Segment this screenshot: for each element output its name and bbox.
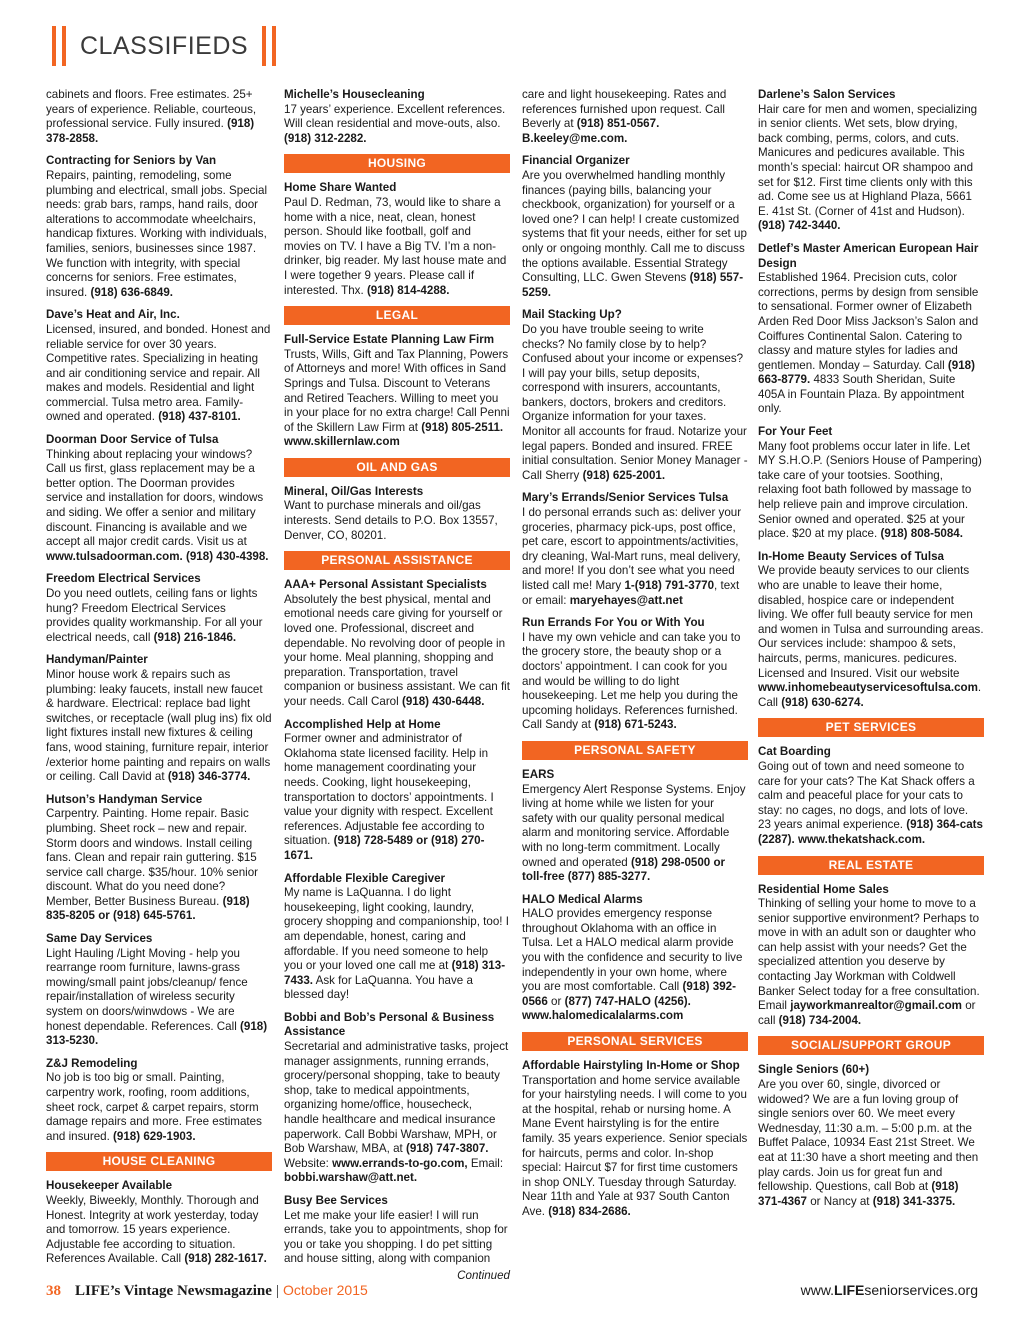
ad-website-link[interactable]: www.inhomebeautyservicesoftulsa.com bbox=[758, 681, 978, 695]
ad-phone: (918) 808-5084. bbox=[880, 527, 963, 541]
section-header-housing: HOUSING bbox=[284, 154, 510, 173]
masthead-right-bars bbox=[262, 26, 276, 66]
ad-text: Many foot problems occur later in life. Let MY S.H.O.P. (Seniors House of Pampering) take care of your tootsies. Soothing, relaxing foot bath followed by massage to help relieve pain and improve circulation. Senior owned and operated. $25 at your place. $20 at my place. bbox=[758, 439, 982, 541]
ad-phone: (918) 834-2686. bbox=[548, 1204, 631, 1218]
ad-residential-home-sales bbox=[758, 883, 984, 1029]
ad-phone: (918) 671-5243. bbox=[594, 718, 677, 732]
section-header-oil-and-gas: OIL AND GAS bbox=[284, 458, 510, 477]
ad-halo-medical-alarms bbox=[522, 893, 748, 1024]
ad-phone: (918) 312-2282. bbox=[284, 131, 367, 145]
ad-phone: 1-(918) 791-3770 bbox=[624, 579, 715, 592]
ad-text: cabinets and floors. Free estimates. 25+ years of experience. Reliable, courteous, professional service. Fully insured. bbox=[46, 88, 257, 131]
ad-text: Want to purchase minerals and oil/gas interests. Send details to P.O. Box 13557, Denver, CO, 80201. bbox=[284, 499, 498, 542]
ad-title: Full-Service Estate Planning Law Firm bbox=[284, 333, 495, 347]
ad-mail-stacking-up bbox=[522, 308, 748, 483]
ad-phone: (918) 346-3774. bbox=[167, 770, 251, 784]
ad-text: Licensed, insured, and bonded. Honest and reliable service for over 30 years. Competitive rates. Specializing in heating and air conditioning service and repair. All makes and models. Residential and light commercial. Tulsa metro area. Family-owned and operated. bbox=[46, 322, 271, 424]
ad-phone: (918) 629-1903. bbox=[113, 1129, 196, 1143]
ad-text: Hair care for men and women, specializing in senior clients. Wet sets, blow drying, back combing, perms, colors, and cuts. Manicures and pedicures available. This month’s special: haircut OR shampoo and set for $12. First time clients only with this ad. Come see us at Highland Plaza, 5661 E. 41st St. (Corner of 41st and Hudson). bbox=[758, 102, 978, 218]
ad-title: Freedom Electrical Services bbox=[46, 572, 201, 586]
ad-title: Michelle’s Housecleaning bbox=[284, 88, 425, 101]
ad-title: Financial Organizer bbox=[522, 154, 630, 168]
ad-handyman-painter bbox=[46, 653, 272, 784]
ad-title: Mineral, Oil/Gas Interests bbox=[284, 484, 424, 498]
footer-separator: | bbox=[275, 1283, 279, 1299]
ad-inhome-beauty bbox=[758, 550, 984, 711]
ad-detlefs-hair-design bbox=[758, 242, 984, 417]
ad-title: Mary’s Errands/Senior Services Tulsa bbox=[522, 491, 729, 505]
ad-title: Z&J Remodeling bbox=[46, 1056, 138, 1070]
ad-text: My name is LaQuanna. I do light housekeeping, light cooking, laundry, grocery shopping and companionship, too! I am dependable, honest, caring and affordable. If you need someone to help you or your loved one call me at bbox=[284, 886, 509, 973]
ad-title: Affordable Flexible Caregiver bbox=[284, 871, 446, 885]
ad-text: Thinking of selling your home to move to a senior supportive environment? Perhaps to move in with an adult son or daughter who can help assist with your needs? Get the specialized attention you deserve by contacting Jay Workman with Coldwell Banker Select today for a free consultation. Email bbox=[758, 897, 980, 1013]
ad-text: Trusts, Wills, Gift and Tax Planning, Powers of Attorneys and more! With offices in Sand Springs and Tulsa. Discount to Veterans and Retired Teachers. Willing to meet you in your place for no extra charge! Call Penni of the Skillern Law Firm at bbox=[284, 347, 510, 434]
ad-phone: (918) 371-4367 bbox=[758, 1180, 959, 1208]
ad-website-link[interactable]: www.halomedicalalarms.com bbox=[522, 1009, 684, 1023]
ad-busy-bee-services bbox=[284, 1194, 510, 1267]
ad-text: Established 1964. Precision cuts, color corrections, perms by design from sensible to sensational. Former owner of Elizabeth Arden Red Door Miss Jackson’s Salon and Coiffures Continental Salon. Catering to classy and mature styles for ladies and gentlemen. Monday – Saturday. Call bbox=[758, 271, 979, 372]
ad-text: Let me make your life easier! I will run errands, take you to appointments, shop for you or take you shopping. I do pet sitting and house sitting, along with companion bbox=[284, 1208, 508, 1266]
ad-title: Housekeeper Available bbox=[46, 1179, 173, 1193]
section-header-house-cleaning: HOUSE CLEANING bbox=[46, 1152, 272, 1171]
section-header-real-estate: REAL ESTATE bbox=[758, 856, 984, 875]
column-1 bbox=[46, 88, 272, 1275]
ad-mineral-oil-gas bbox=[284, 485, 510, 543]
ad-text: We provide beauty services to our clients who are unable to leave their home, disabled, hospice care or independent living. We offer full beauty service for men and women in Tulsa and surrounding areas. Our services include: shampoo & sets, haircuts, perms, manicures. pedicures. Licensed and Insured. Visit our website bbox=[758, 564, 984, 680]
ad-title: Hutson’s Handyman Service bbox=[46, 792, 203, 806]
ad-email-link[interactable]: jayworkmanrealtor@gmail.com bbox=[790, 999, 962, 1013]
ad-bobbi-and-bobs bbox=[284, 1011, 510, 1186]
ad-text: Going out of town and need someone to care for your cats? The Kat Shack offers a calm and peaceful place for your cats to stay: no cages, no dogs, and lots of love. 23 years animal experience. bbox=[758, 759, 975, 832]
ad-text: 17 years’ experience. Excellent references. Will clean residential and move-outs, also. bbox=[284, 102, 506, 131]
ad-phone: (918) 814-4288. bbox=[366, 283, 450, 297]
ad-michelles-housecleaning bbox=[284, 88, 510, 146]
page-footer bbox=[46, 1282, 978, 1304]
ad-text: Weekly, Biweekly, Monthly. Thorough and Honest. Integrity at work yesterday, today and tomorrow. 15 years experience. Adjustable fee according to situation. References Available. Call bbox=[46, 1193, 259, 1266]
ad-housekeeper-available bbox=[46, 1179, 272, 1267]
footer-left bbox=[46, 1282, 368, 1300]
ad-title: AAA+ Personal Assistant Specialists bbox=[284, 578, 487, 592]
ad-cat-boarding bbox=[758, 745, 984, 847]
ad-text: Absolutely the best physical, mental and emotional needs care giving for yourself or loved one. Professional, discreet and dependable. No revolving door of people in your home. Meal planning, shopping and preparation. Transportation, travel companion or business assistant. We can fit your needs. Call Carol bbox=[284, 592, 510, 708]
ad-phone: www.tulsadoorman.com. (918) 430-4398. bbox=[46, 549, 269, 563]
ad-for-your-feet bbox=[758, 425, 984, 542]
ad-phone: (918) 378-2858. bbox=[46, 117, 255, 145]
ad-title: Bobbi and Bob’s Personal & Business Assistance bbox=[284, 1010, 495, 1039]
ad-continued-intro bbox=[46, 88, 272, 146]
ad-marys-errands bbox=[522, 491, 748, 608]
ad-financial-organizer bbox=[522, 154, 748, 300]
ad-text-mid: or Nancy at bbox=[810, 1194, 870, 1208]
ad-phone: (918) 630-6274. bbox=[781, 695, 864, 709]
ad-email-link[interactable]: B.keeley@me.com. bbox=[522, 131, 628, 145]
ad-phone-2: (918) 341-3375. bbox=[872, 1194, 956, 1208]
ad-text-mid: or bbox=[551, 994, 562, 1008]
section-header-personal-services: PERSONAL SERVICES bbox=[522, 1032, 748, 1051]
ad-run-errands bbox=[522, 616, 748, 733]
ad-text-mid: . Call bbox=[758, 681, 982, 709]
ad-title: Run Errands For You or With You bbox=[522, 616, 705, 630]
ad-phone: (918) 734-2004. bbox=[778, 1013, 862, 1027]
ad-phone: (918) 805-2511. bbox=[421, 420, 504, 434]
ad-phone: (918) 742-3440. bbox=[758, 219, 841, 233]
ad-text: Minor house work & repairs such as plumbing: leaky faucets, install new faucet & hardware. Electrical: replace bad light switches, or receptacle (wall plug ins) fix old light fixtures install new fixtures & ceiling fans, wood staining, furniture repair, interior /exterior home painting and repairs on walls or ceiling. Call David at bbox=[46, 667, 272, 784]
publication-name: LIFE’s Vintage Newsmagazine bbox=[75, 1283, 272, 1299]
section-header-personal-safety: PERSONAL SAFETY bbox=[522, 741, 748, 760]
ad-title: Single Seniors (60+) bbox=[758, 1063, 870, 1077]
ad-phone: (918) 298-0500 or toll-free (877) 885-3277. bbox=[522, 855, 726, 884]
ad-phone: (918) 364-cats (2287). bbox=[758, 818, 983, 846]
ad-website-label: Website: bbox=[284, 1156, 329, 1170]
ad-website-link[interactable]: www.skillernlaw.com bbox=[284, 435, 400, 449]
ad-title: Doorman Door Service of Tulsa bbox=[46, 433, 219, 447]
ad-title: Home Share Wanted bbox=[284, 181, 397, 195]
ad-title: Dave’s Heat and Air, Inc. bbox=[46, 308, 180, 322]
ad-freedom-electrical bbox=[46, 572, 272, 645]
ad-text: Repairs, painting, remodeling, some plumbing and electrical, small jobs. Special needs: grab bars, ramps, hand rails, door alterations to accommodate wheelchairs, handicap fixtures. Working with individuals, families, seniors, businesses since 1987. We function with integrity, with special concerns for seniors. Free estimates, insured. bbox=[46, 168, 268, 299]
ad-ears bbox=[522, 768, 748, 885]
ad-darlenes-salon bbox=[758, 88, 984, 234]
section-header-legal: LEGAL bbox=[284, 306, 510, 325]
ad-title: Affordable Hairstyling In-Home or Shop bbox=[522, 1059, 740, 1073]
ad-text: No job is too big or small. Painting, carpentry work, roofing, room additions, sheet rock, carpet & carpet repairs, storm damage repairs and more. Free estimates and insured. bbox=[46, 1071, 262, 1143]
ad-affordable-hairstyling bbox=[522, 1059, 748, 1220]
ad-text-mid: or call bbox=[758, 999, 976, 1027]
ad-estate-planning bbox=[284, 333, 510, 450]
ad-phone-2: (877) 747-HALO (4256). bbox=[564, 994, 691, 1008]
ad-continued-intro bbox=[522, 88, 748, 146]
ad-text-tail: Ask for LaQuanna. You have a blessed day! bbox=[284, 973, 473, 1002]
ad-title: Cat Boarding bbox=[758, 745, 831, 759]
ad-phone: (918) 392-0566 bbox=[522, 980, 736, 1008]
ad-phone: (918) 216-1846. bbox=[153, 630, 237, 644]
section-header-personal-assistance: PERSONAL ASSISTANCE bbox=[284, 551, 510, 570]
continued-label: Continued bbox=[457, 1268, 510, 1282]
ad-affordable-caregiver bbox=[284, 872, 510, 1003]
column-4 bbox=[758, 88, 984, 1217]
ad-title: EARS bbox=[522, 767, 555, 781]
ad-phone: (918) 835-8205 or (918) 645-5761. bbox=[46, 894, 250, 923]
ad-title: Contracting for Seniors by Van bbox=[46, 154, 217, 168]
section-header-social-support: SOCIAL/SUPPORT GROUP bbox=[758, 1036, 984, 1055]
ad-title: Residential Home Sales bbox=[758, 882, 889, 896]
ad-phone: (918) 430-6448. bbox=[401, 695, 485, 708]
ad-title: For Your Feet bbox=[758, 425, 833, 439]
masthead-title: CLASSIFIEDS bbox=[80, 31, 249, 60]
ad-text-tail: 4833 South Sheridan, Suite 405A in Fountain Plaza. By appointment only. bbox=[758, 373, 965, 416]
ad-phone: (918) 625-2001. bbox=[582, 468, 666, 482]
ad-website-link[interactable]: www.errands-to-go.com, bbox=[332, 1156, 468, 1170]
ad-aaa-personal-assistant bbox=[284, 578, 510, 709]
ad-hutsons-handyman bbox=[46, 793, 272, 924]
ad-text: I have my own vehicle and can take you to the grocery store, the beauty shop or a doctors’ appointment. I can cook for you and would be willing to do light housekeeping. Let me help you during the upcoming holidays. References furnished. Call Sandy at bbox=[522, 630, 741, 732]
website-suffix: seniorservices.org bbox=[864, 1282, 978, 1298]
ad-email-link[interactable]: maryehayes@att.net bbox=[569, 593, 683, 607]
ad-text: Transportation and home service available for your hairstyling needs. I will come to you at the hospital, rehab or nursing home. A Mane Event hairstyling is for the entire family. 35 years experience. Senior specials for haircuts, perms and color. In-shop special: Haircut $7 for first time customers in shop ONLY. Tuesday through Saturday. Near 11th and Yale at 937 South Canton Ave. bbox=[522, 1073, 748, 1218]
ad-text: HALO provides emergency response throughout Oklahoma with an office in Tulsa. Let a HALO medical alarm provide you with the confidence and security to live independently in your own home, where you are most comfortable. Call bbox=[522, 907, 743, 994]
ad-phone: (918) 747-3807. bbox=[406, 1142, 489, 1156]
ad-phone: (918) 663-8779. bbox=[758, 358, 975, 387]
ad-phone: (918) 557-5259. bbox=[522, 271, 744, 299]
ad-phone: (918) 313-5230. bbox=[46, 1019, 268, 1048]
ad-text: Are you over 60, single, divorced or widowed? We are a fun loving group of single seniors over 60. We meet every Wednesday, 11:30 a.m. – 5:00 p.m. at the Buffet Palace, 10934 East 21st Street. We eat at 11:30 have a short meeting and then play cards. Join us for great fun and fellowship. Questions, call Bob at bbox=[758, 1078, 979, 1194]
ad-daves-heat-air bbox=[46, 308, 272, 425]
masthead-left-bars bbox=[52, 26, 66, 66]
ad-text: Paul D. Redman, 73, would like to share a home with a nice, neat, clean, honest person. Should like football, golf and movies on TV. I have a Big TV. I’m a non-drinker, big reader. My last house mate and I were together 9 years. Please call if interested. Thx. bbox=[284, 195, 507, 297]
ad-text: Light Hauling /Light Moving - help you rearrange room furniture, lawns-grass mowing/small paint jobs/cleanup/ fence repair/installation of wireless security system on doors/winwdows - We are honest dependable. References. Call bbox=[46, 946, 248, 1033]
ad-title: In-Home Beauty Services of Tulsa bbox=[758, 549, 944, 563]
masthead bbox=[52, 24, 276, 68]
ad-title: Busy Bee Services bbox=[284, 1194, 388, 1207]
ad-website-link[interactable]: www.thekatshack.com. bbox=[797, 832, 926, 846]
ad-phone: (918) 728-5489 or (918) 270-1671. bbox=[284, 834, 485, 862]
ad-title: Darlene’s Salon Services bbox=[758, 88, 896, 101]
issue-date: October 2015 bbox=[282, 1282, 368, 1298]
ad-title: Detlef’s Master American European Hair Design bbox=[758, 241, 979, 270]
classified-columns bbox=[46, 88, 984, 1282]
ad-phone: (918) 636-6849. bbox=[90, 285, 173, 299]
ad-title: Handyman/Painter bbox=[46, 653, 148, 667]
ad-text: Secretarial and administrative tasks, project manager assignments, running errands, grocery/personal shopping, take to beauty shop, take to medical appointments, organizing home/office, housecheck, handle healthcare and medical insurance paperwork. Call Bobbi Warshaw, MPH, or Bob Warshaw, MBA, at bbox=[284, 1040, 509, 1156]
ad-text-mid: , text or email: bbox=[522, 579, 740, 607]
ad-home-share-wanted bbox=[284, 181, 510, 298]
ad-text: Emergency Alert Response Systems. Enjoy living at home while we listen for your safety with our quality personal medical alarm and monitoring service. Affordable with no long-term commitment. Locally owned and operated bbox=[522, 782, 746, 869]
ad-title: Mail Stacking Up? bbox=[522, 308, 622, 322]
ad-contracting-seniors bbox=[46, 154, 272, 300]
website-brand: LIFE bbox=[834, 1282, 865, 1298]
ad-phone: (918) 437-8101. bbox=[158, 410, 241, 424]
column-3 bbox=[522, 88, 748, 1228]
ad-title: Accomplished Help at Home bbox=[284, 717, 441, 731]
ad-title: HALO Medical Alarms bbox=[522, 892, 643, 906]
ad-text: Former owner and administrator of Oklahoma state licensed facility. Help in home management coordinating your needs. Cooking, light housekeeping, transportation to doctors’ appointments. I value your dignity with respect. Excellent references. Adjustable fee according to situation. bbox=[284, 732, 494, 848]
ad-text: care and light housekeeping. Rates and references furnished upon request. Call Beverly at bbox=[522, 88, 727, 131]
ad-email-link[interactable]: bobbi.warshaw@att.net. bbox=[284, 1171, 418, 1185]
page-number: 38 bbox=[46, 1283, 61, 1299]
ad-text: Are you overwhelmed handling monthly finances (paying bills, balancing your checkbook, organization) for yourself or a loved one? I can help! I create customized systems that fit your needs, either for set up only or ongoing monthly. Call me to discuss the options available. Essential Strategy Consulting, LLC. Gwen Stevens bbox=[522, 168, 747, 285]
ad-text: Thinking about replacing your windows? Call us first, glass replacement may be a better option. The Doorman provides service and installation for doors, windows and siding. We offer a senior and military discount. Financing is available and we accept all major credit cards. Visit us at bbox=[46, 447, 264, 549]
ad-phone: (918) 851-0567. bbox=[576, 117, 660, 131]
ad-text: Do you need outlets, ceiling fans or lights hung? Freedom Electrical Services provides quality workmanship. For all your electrical needs, call bbox=[46, 587, 263, 644]
website-prefix: www. bbox=[800, 1282, 835, 1298]
ad-phone: (918) 282-1617. bbox=[184, 1252, 267, 1266]
ad-email-label: Email: bbox=[470, 1156, 504, 1170]
ad-accomplished-help bbox=[284, 718, 510, 864]
section-header-pet-services: PET SERVICES bbox=[758, 718, 984, 737]
ad-title: Same Day Services bbox=[46, 932, 153, 946]
ad-text: Carpentry. Painting. Home repair. Basic plumbing. Sheet rock – new and repair. Storm doors and windows. Install ceiling fans. Clean and repair rain guttering. $15 service call charge. $35/hour. 10% senior discount. What do you need done? Member, Better Business Bureau. bbox=[46, 807, 259, 908]
column-2 bbox=[284, 88, 510, 1284]
ad-text: Do you have trouble seeing to write checks? No family close by to help? Confused about your income or expenses? I will pay your bills, setup deposits, correspond with insurers, accountants, bankers, doctors, brokers and creditors. Organize information for your taxes. Monitor all accounts for fraud. Notarize your legal papers. Bonded and insured. FREE initial consultation. Senior Money Manager - Call Sherry bbox=[522, 322, 748, 482]
ad-phone: (918) 313-7433. bbox=[284, 959, 506, 987]
ad-text: I do personal errands such as: deliver your groceries, pharmacy pick-ups, post office, pet care, escort to appointments/activities, dry cleaning, Wal-Mart runs, meal delivery, and more! If you don’t see what you need listed call me! Mary bbox=[522, 506, 742, 592]
ad-single-seniors bbox=[758, 1063, 984, 1209]
ad-zj-remodeling bbox=[46, 1057, 272, 1145]
footer-website[interactable] bbox=[801, 1282, 978, 1298]
ad-doorman-door bbox=[46, 433, 272, 564]
ad-same-day-services bbox=[46, 932, 272, 1049]
